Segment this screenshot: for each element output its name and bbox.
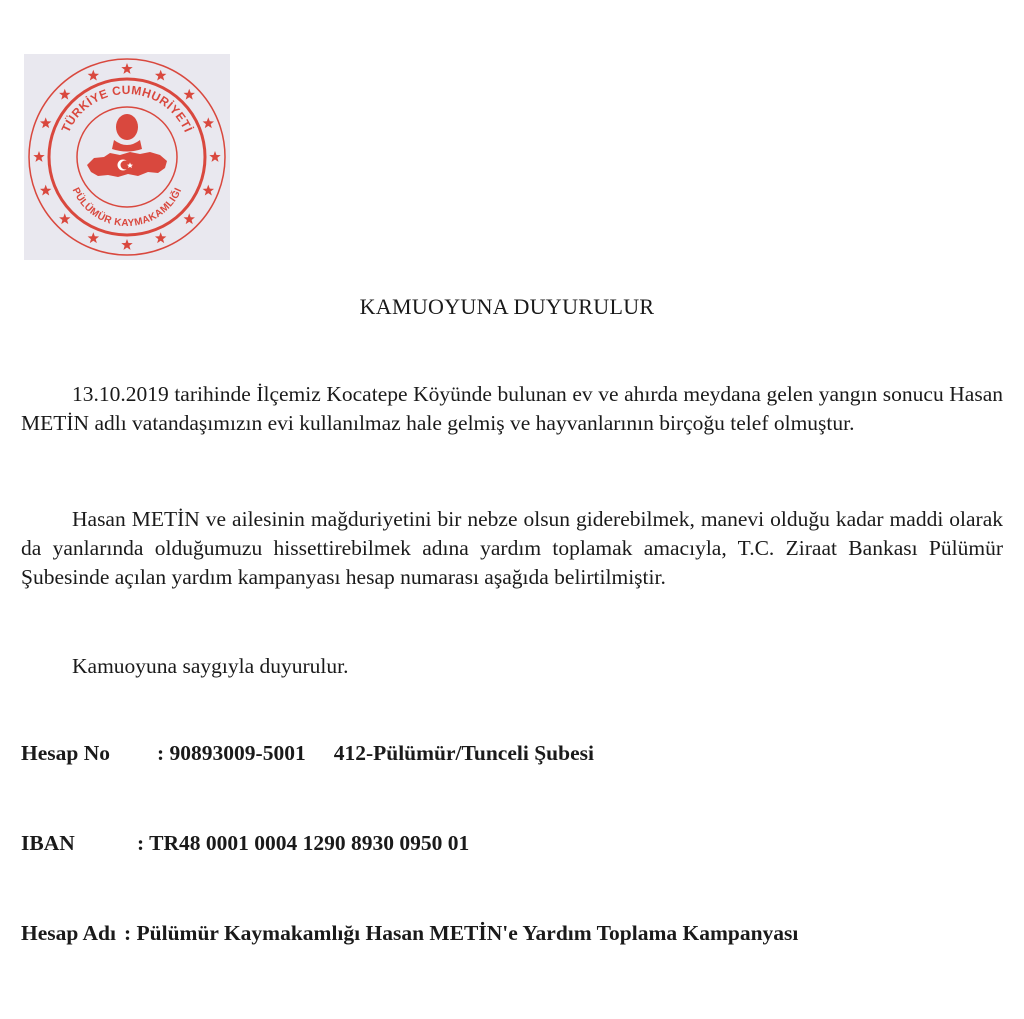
seal-star-icon [184, 213, 195, 224]
seal-star-icon [155, 232, 166, 243]
page-title: KAMUOYUNA DUYURULUR [359, 294, 655, 319]
seal-emblem-icon [24, 54, 230, 260]
account-number-label: Hesap No [21, 741, 110, 765]
paragraph-fire-incident: 13.10.2019 tarihinde İlçemiz Kocatepe Köyünde bulunan ev ve ahırda meydana gelen yangın sonucu Hasan METİN adlı vatandaşımızın evi kullanılmaz hale gelmiş ve hayvanlarının birçoğu telef olmuştur. [21, 382, 1003, 435]
iban-label: IBAN [21, 831, 75, 855]
seal-star-icon [59, 89, 70, 100]
seal-star-icon [33, 151, 44, 162]
bank-branch: 412-Pülümür/Tunceli Şubesi [333, 741, 594, 765]
seal-star-icon [209, 151, 220, 162]
iban-value: : TR48 0001 0004 1290 8930 0950 01 [137, 831, 470, 855]
seal-star-icon [59, 213, 70, 224]
account-name-row [21, 921, 1003, 946]
account-number-value: : 90893009-5001 [157, 741, 306, 765]
portrait-silhouette-icon [112, 114, 142, 152]
seal-star-icon [88, 70, 99, 81]
paragraph-campaign-purpose: Hasan METİN ve ailesinin mağduriyetini bir nebze olsun giderebilmek, manevi olduğu kadar maddi olarak da yanlarında olduğumuzu hissettirebilmek adına yardım toplamak amacıyla, T.C. Ziraat Bankası Pülümür Şubesinde açılan yardım kampanyası hesap numarası aşağıda belirtilmiştir. [21, 507, 1003, 589]
account-name-label: Hesap Adı [21, 921, 116, 945]
seal-star-icon [184, 89, 195, 100]
seal-star-icon [88, 232, 99, 243]
iban-row [21, 831, 469, 856]
seal-star-icon [121, 239, 132, 250]
turkey-map-icon [87, 152, 167, 177]
account-name-value: : Pülümür Kaymakamlığı Hasan METİN'e Yardım Toplama Kampanyası [124, 921, 799, 945]
seal-star-icon [121, 63, 132, 74]
seal-top-text: TÜRKİYE CUMHURİYETİ [58, 82, 196, 135]
account-number-row [21, 741, 594, 766]
seal-star-icon [203, 117, 214, 128]
seal-bottom-text: PÜLÜMÜR KAYMAKAMLIĞI [69, 186, 185, 230]
kaymakamlik-seal [24, 54, 230, 260]
seal-star-icon [40, 185, 51, 196]
seal-star-icon [40, 117, 51, 128]
paragraph-closing: Kamuoyuna saygıyla duyurulur. [72, 654, 349, 678]
seal-star-icon [203, 185, 214, 196]
seal-star-icon [155, 70, 166, 81]
